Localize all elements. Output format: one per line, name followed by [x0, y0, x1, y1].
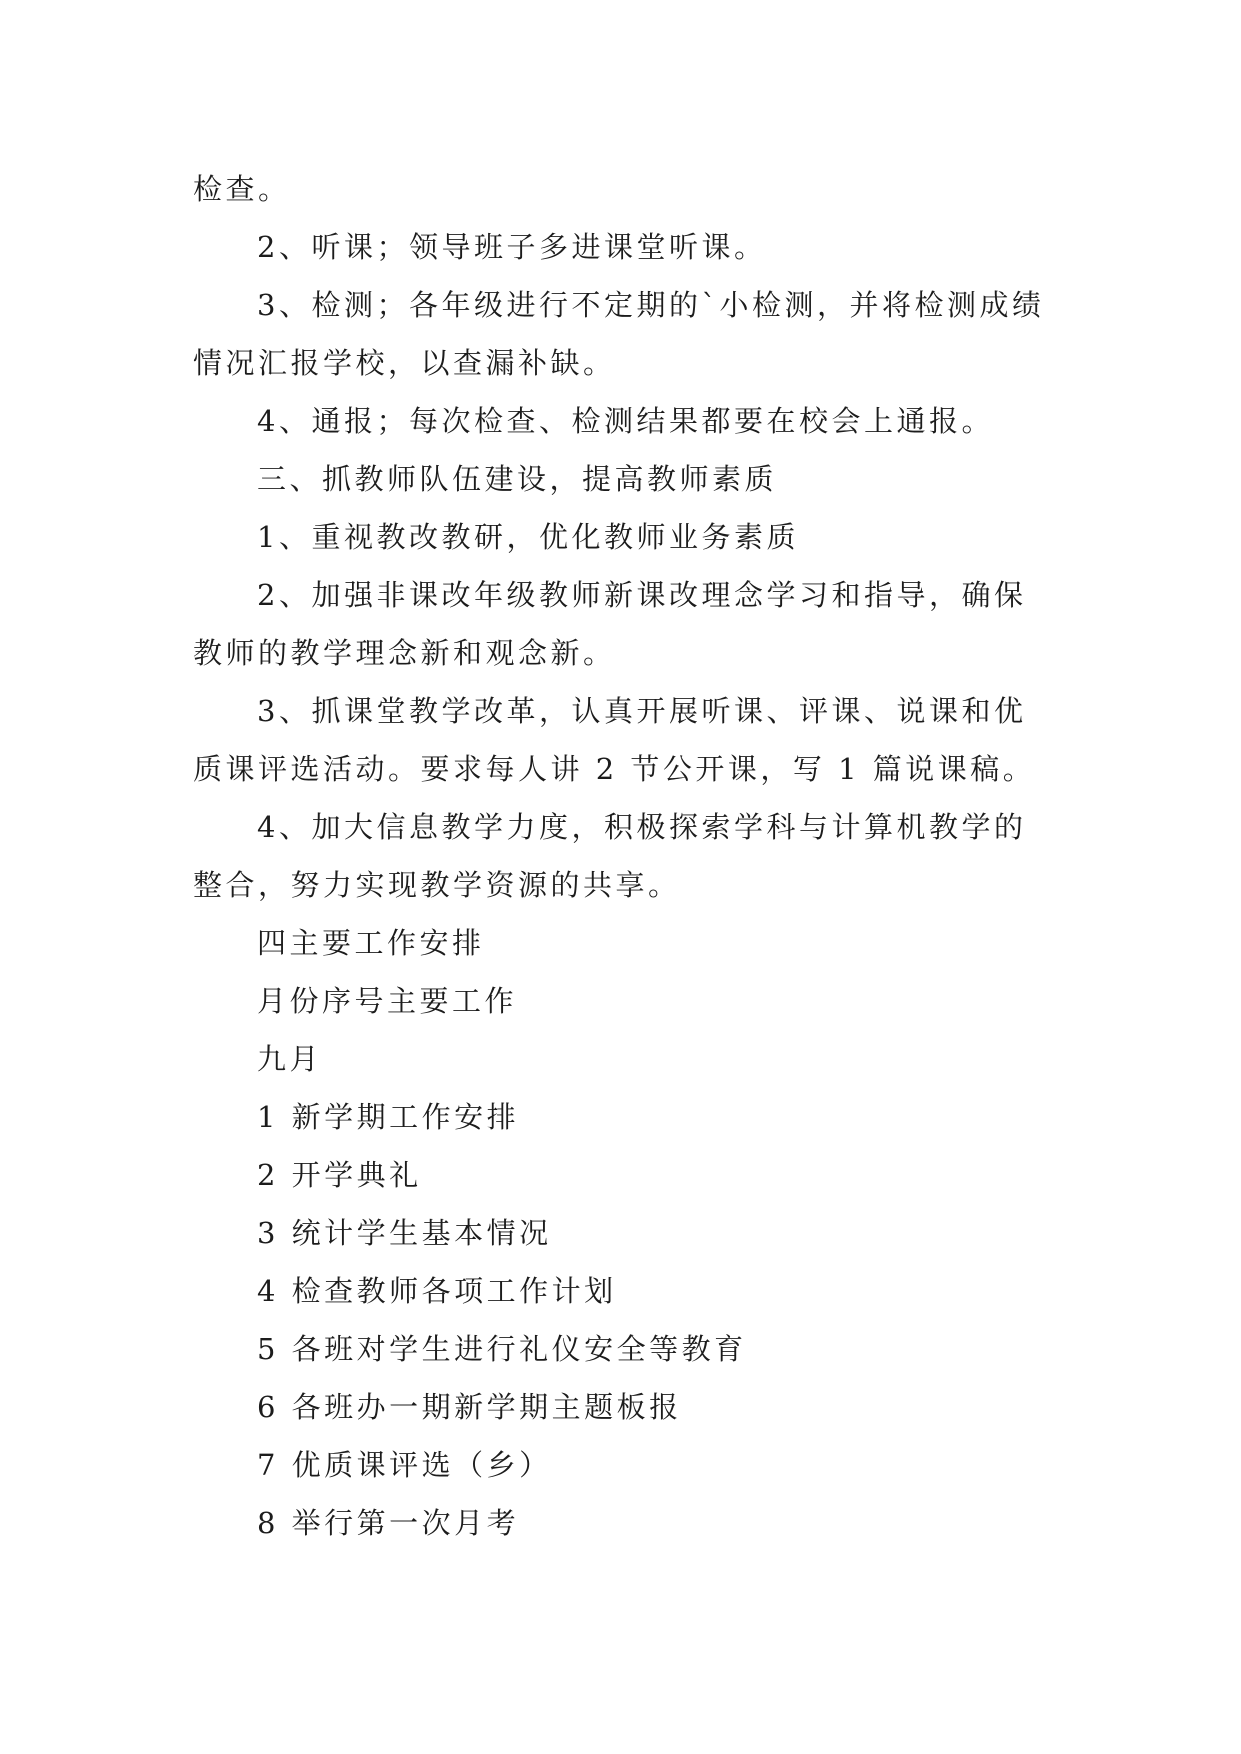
paragraph-7: 2、加强非课改年级教师新课改理念学习和指导，确保教师的教学理念新和观念新。: [193, 578, 1027, 670]
schedule-month: 九月: [257, 1042, 323, 1076]
document-body: [193, 160, 1053, 1552]
schedule-item: 1 新学期工作安排: [257, 1100, 520, 1134]
paragraph-8: 3、抓课堂教学改革，认真开展听课、评课、说课和优质课评选活动。要求每人讲 2 节公开课，写 1 篇说课稿。: [193, 694, 1036, 786]
schedule-item: 7 优质课评选（乡）: [257, 1448, 552, 1482]
paragraph-3: 3、检测；各年级进行不定期的`小检测，并将检测成绩情况汇报学校，以查漏补缺。: [193, 288, 1045, 380]
schedule-item: 2 开学典礼: [257, 1158, 422, 1192]
schedule-item: 5 各班对学生进行礼仪安全等教育: [257, 1332, 747, 1366]
paragraph-6: 1、重视教改教研，优化教师业务素质: [257, 520, 799, 554]
section-heading-4: 四主要工作安排: [257, 926, 485, 960]
paragraph-2: 2、听课；领导班子多进课堂听课。: [257, 230, 767, 264]
schedule-item: 4 检查教师各项工作计划: [257, 1274, 617, 1308]
schedule-header: 月份序号主要工作: [257, 984, 518, 1018]
paragraph-1: 检查。: [193, 172, 291, 206]
paragraph-4: 4、通报；每次检查、检测结果都要在校会上通报。: [257, 404, 994, 438]
section-heading-3: 三、抓教师队伍建设，提高教师素质: [257, 462, 778, 496]
schedule-item: 3 统计学生基本情况: [257, 1216, 552, 1250]
paragraph-9: 4、加大信息教学力度，积极探索学科与计算机教学的整合，努力实现教学资源的共享。: [193, 810, 1027, 902]
schedule-item: 6 各班办一期新学期主题板报: [257, 1390, 682, 1424]
schedule-item: 8 举行第一次月考: [257, 1506, 520, 1540]
